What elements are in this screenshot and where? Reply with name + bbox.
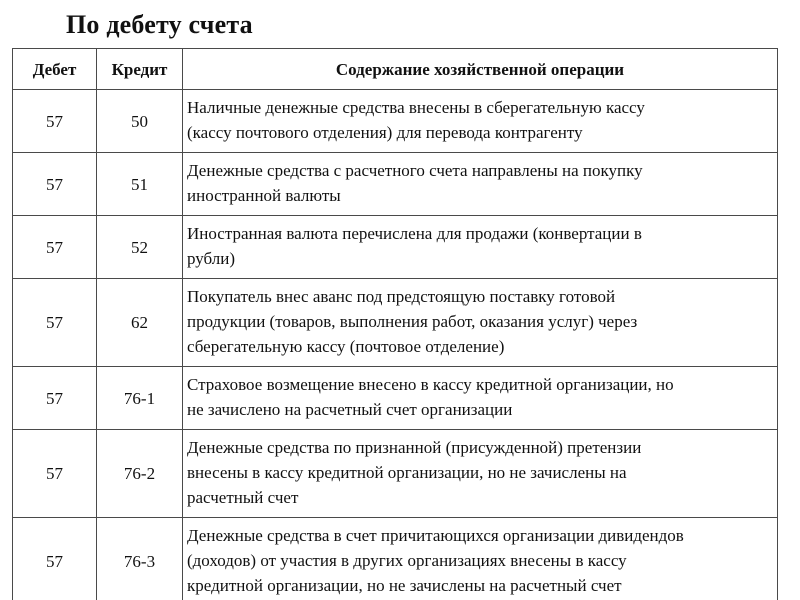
credit-cell: 76-2 <box>97 430 183 518</box>
table-row <box>13 279 778 367</box>
description-line: Наличные денежные средства внесены в сберегательную кассу <box>187 98 645 117</box>
description-line: продукции (товаров, выполнения работ, оказания услуг) через <box>187 312 638 331</box>
description-cell <box>183 367 778 430</box>
table-row <box>13 518 778 600</box>
debit-cell: 57 <box>13 518 97 600</box>
description-line: (доходов) от участия в других организациях внесены в кассу <box>187 551 627 570</box>
description-line: (кассу почтового отделения) для перевода контрагенту <box>187 123 583 142</box>
description-line: расчетный счет <box>187 488 299 507</box>
table-row <box>13 216 778 279</box>
description-line: Денежные средства по признанной (присужденной) претензии <box>187 438 642 457</box>
description-line: рубли) <box>187 249 236 268</box>
credit-cell: 50 <box>97 90 183 153</box>
description-cell <box>183 430 778 518</box>
description-line: внесены в кассу кредитной организации, но не зачислены на <box>187 463 627 482</box>
description-cell <box>183 90 778 153</box>
credit-cell: 52 <box>97 216 183 279</box>
table-header-row <box>13 49 778 90</box>
description-cell <box>183 279 778 367</box>
description-line: кредитной организации, но не зачислены на расчетный счет <box>187 576 622 595</box>
description-cell <box>183 216 778 279</box>
table-row <box>13 153 778 216</box>
table-row <box>13 367 778 430</box>
description-line: сберегательную кассу (почтовое отделение) <box>187 337 505 356</box>
description-line: Покупатель внес аванс под предстоящую поставку готовой <box>187 287 616 306</box>
debit-cell: 57 <box>13 279 97 367</box>
table-row <box>13 90 778 153</box>
description-cell <box>183 518 778 600</box>
description-line: Денежные средства в счет причитающихся организации дивидендов <box>187 526 684 545</box>
description-line: Страховое возмещение внесено в кассу кредитной организации, но <box>187 375 674 394</box>
credit-cell: 76-1 <box>97 367 183 430</box>
description-line: Иностранная валюта перечислена для продажи (конвертации в <box>187 224 642 243</box>
credit-cell: 51 <box>97 153 183 216</box>
header-description: Содержание хозяйственной операции <box>183 49 778 90</box>
header-debit: Дебет <box>13 49 97 90</box>
credit-cell: 62 <box>97 279 183 367</box>
page-title: По дебету счета <box>66 10 253 39</box>
accounting-entries-table <box>12 48 778 600</box>
debit-cell: 57 <box>13 430 97 518</box>
description-line: иностранной валюты <box>187 186 341 205</box>
debit-cell: 57 <box>13 216 97 279</box>
credit-cell: 76-3 <box>97 518 183 600</box>
debit-cell: 57 <box>13 367 97 430</box>
description-line: не зачислено на расчетный счет организации <box>187 400 513 419</box>
debit-cell: 57 <box>13 90 97 153</box>
debit-cell: 57 <box>13 153 97 216</box>
header-credit: Кредит <box>97 49 183 90</box>
table-row <box>13 430 778 518</box>
description-cell <box>183 153 778 216</box>
description-line: Денежные средства с расчетного счета направлены на покупку <box>187 161 643 180</box>
